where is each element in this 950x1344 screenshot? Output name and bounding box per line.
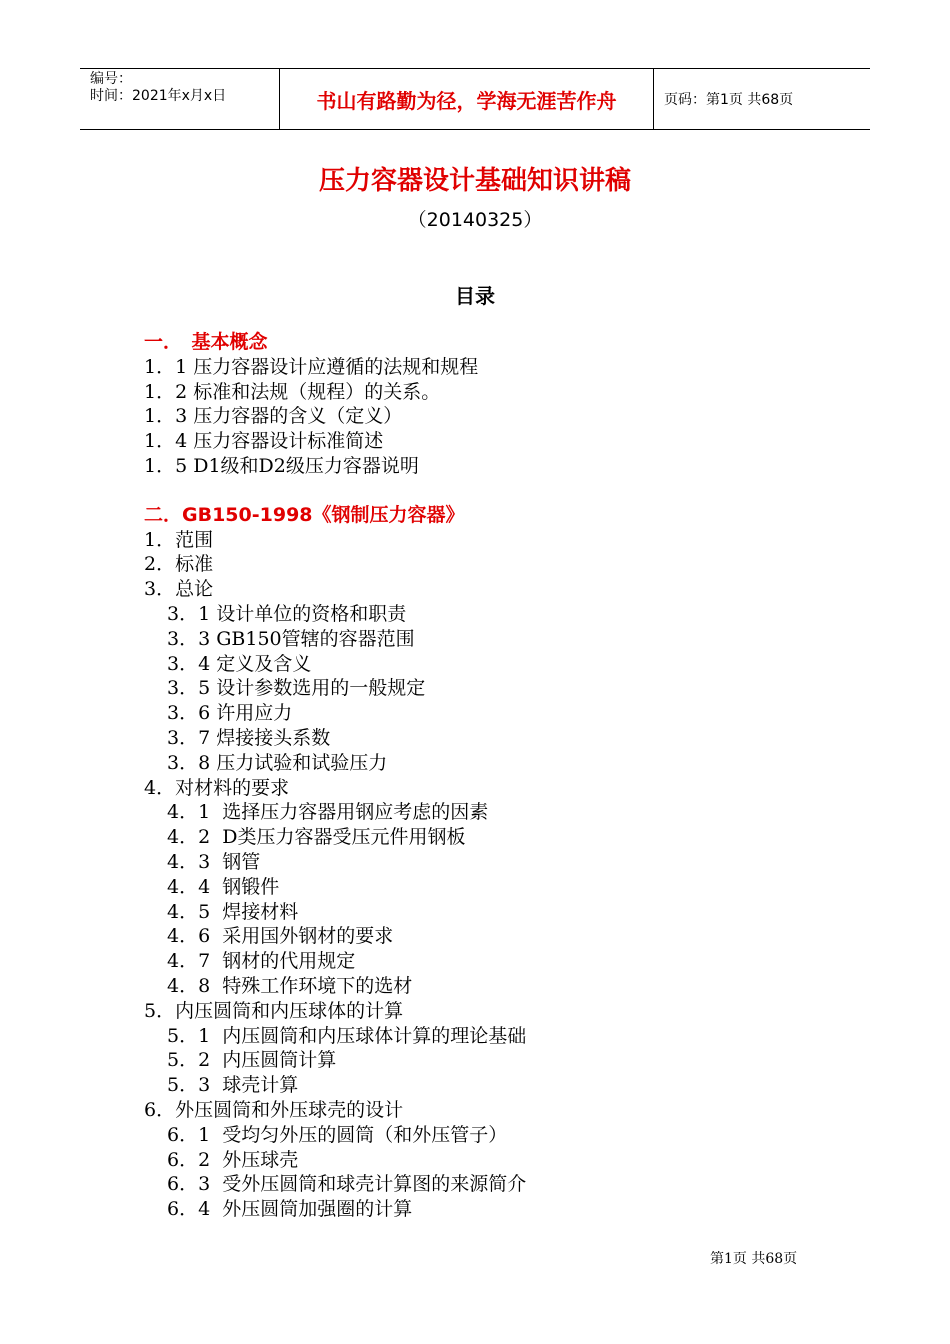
toc-item: 1．2 标准和法规（规程）的关系。 [144, 380, 441, 403]
document-title: 压力容器设计基础知识讲稿 [318, 166, 631, 196]
toc-item: 3．总论 [144, 578, 214, 601]
toc-item: 1．3 压力容器的含义（定义） [144, 405, 403, 428]
section-2-items [144, 528, 864, 1222]
toc-subitem: 5．3 球壳计算 [167, 1074, 299, 1097]
toc-subitem: 6．4 外压圆筒加强圈的计算 [167, 1198, 413, 1221]
toc-item: 4．对材料的要求 [144, 776, 290, 799]
page-footer: 第1页 共68页 [710, 1251, 798, 1267]
toc-subitem: 6．3 受外压圆筒和球壳计算图的来源简介 [167, 1173, 527, 1196]
toc-subitem: 4．3 钢管 [167, 850, 261, 873]
section-gap [144, 479, 864, 503]
section-2-heading: 二．GB150-1998《钢制压力容器》 [144, 503, 465, 526]
time-label: 时间：2021年x月x日 [90, 88, 227, 104]
toc-subitem: 3．4 定义及含义 [167, 652, 312, 675]
toc-item: 1．范围 [144, 528, 214, 551]
toc-subitem: 4．2 D类压力容器受压元件用钢板 [167, 826, 466, 849]
toc-subitem: 4．7 钢材的代用规定 [167, 950, 356, 973]
number-label: 编号： [90, 71, 132, 87]
document-date: （20140325） [407, 209, 543, 231]
toc-subitem: 3．6 许用应力 [167, 702, 293, 725]
toc-item: 1．4 压力容器设计标准简述 [144, 430, 384, 453]
table-of-contents [144, 330, 864, 1222]
toc-subitem: 3．3 GB150管辖的容器范围 [167, 627, 415, 650]
toc-title: 目录 [455, 284, 495, 308]
toc-subitem: 5．1 内压圆筒和内压球体计算的理论基础 [167, 1024, 527, 1047]
toc-subitem: 3．7 焊接接头系数 [167, 726, 331, 749]
toc-subitem: 6．1 受均匀外压的圆筒（和外压管子） [167, 1123, 508, 1146]
toc-item: 1．1 压力容器设计应遵循的法规和规程 [144, 355, 479, 378]
toc-subitem: 4．8 特殊工作环境下的选材 [167, 974, 413, 997]
toc-subitem: 6．2 外压球壳 [167, 1148, 299, 1171]
toc-subitem: 3．8 压力试验和试验压力 [167, 751, 388, 774]
toc-subitem: 4．5 焊接材料 [167, 900, 299, 923]
section-1-items [144, 355, 864, 479]
toc-subitem: 4．4 钢锻件 [167, 875, 280, 898]
header-left-cell [80, 69, 280, 129]
section-1-heading: 一． 基本概念 [144, 331, 268, 353]
header-table [80, 68, 870, 130]
toc-subitem: 3．5 设计参数选用的一般规定 [167, 677, 426, 700]
toc-subitem: 4．6 采用国外钢材的要求 [167, 925, 394, 948]
toc-subitem: 4．1 选择压力容器用钢应考虑的因素 [167, 801, 489, 824]
toc-subitem: 3．1 设计单位的资格和职责 [167, 602, 407, 625]
toc-item: 5．内压圆筒和内压球体的计算 [144, 999, 404, 1022]
header-page-info: 页码：第1页 共68页 [664, 92, 794, 108]
header-motto: 书山有路勤为径，学海无涯苦作舟 [280, 69, 654, 129]
toc-item: 2．标准 [144, 553, 214, 576]
toc-subitem: 5．2 内压圆筒计算 [167, 1049, 337, 1072]
toc-item: 6．外压圆筒和外压球壳的设计 [144, 1098, 404, 1121]
toc-item: 1．5 D1级和D2级压力容器说明 [144, 454, 419, 477]
